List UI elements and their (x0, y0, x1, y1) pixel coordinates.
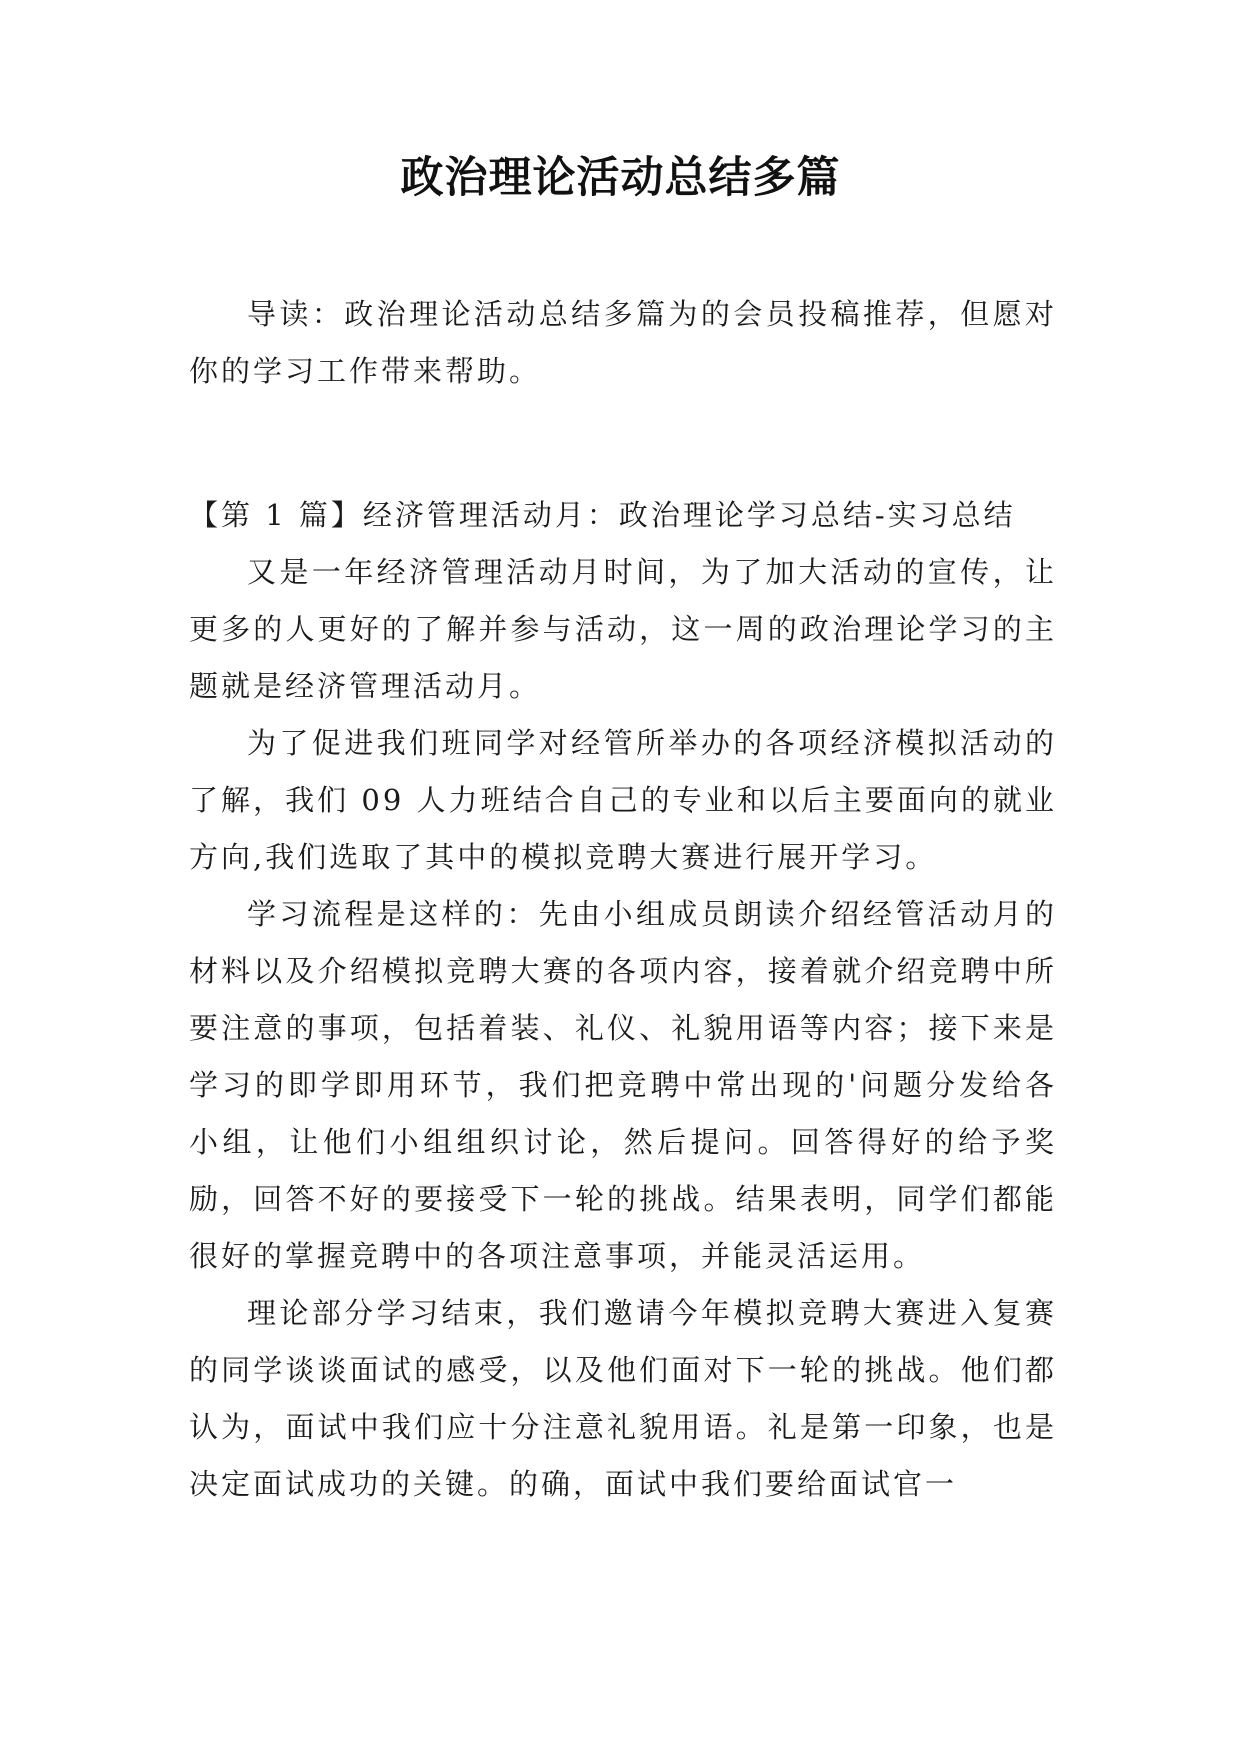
spacer (189, 400, 1057, 457)
body-paragraph: 为了促进我们班同学对经管所举办的各项经济模拟活动的了解，我们 09 人力班结合自己的专业和以后主要面向的就业方向,我们选取了其中的模拟竞聘大赛进行展开学习。 (189, 726, 1057, 874)
spacer (189, 457, 1057, 487)
body-paragraph: 理论部分学习结束，我们邀请今年模拟竞聘大赛进入复赛的同学谈谈面试的感受，以及他们面对下一轮的挑战。他们都认为，面试中我们应十分注意礼貌用语。礼是第一印象，也是决定面试成功的关键。的确，面试中我们要给面试官一 (189, 1296, 1057, 1501)
intro-paragraph: 导读：政治理论活动总结多篇为的会员投稿推荐，但愿对你的学习工作带来帮助。 (189, 297, 1057, 388)
body-paragraph: 学习流程是这样的：先由小组成员朗读介绍经管活动月的材料以及介绍模拟竞聘大赛的各项内容，接着就介绍竞聘中所要注意的事项，包括着装、礼仪、礼貌用语等内容；接下来是学习的即学即用环节，我们把竞聘中常出现的'问题分发给各小组，让他们小组组织讨论，然后提问。回答得好的给予奖励，回答不好的要接受下一轮的挑战。结果表明，同学们都能很好的掌握竞聘中的各项注意事项，并能灵活运用。 (189, 897, 1057, 1273)
section-heading: 【第 1 篇】经济管理活动月：政治理论学习总结-实习总结 (189, 498, 1016, 532)
document-title: 政治理论活动总结多篇 (400, 153, 841, 203)
body-paragraph: 又是一年经济管理活动月时间，为了加大活动的宣传，让更多的人更好的了解并参与活动，这一周的政治理论学习的主题就是经济管理活动月。 (189, 555, 1057, 703)
document-body (189, 286, 1057, 1513)
